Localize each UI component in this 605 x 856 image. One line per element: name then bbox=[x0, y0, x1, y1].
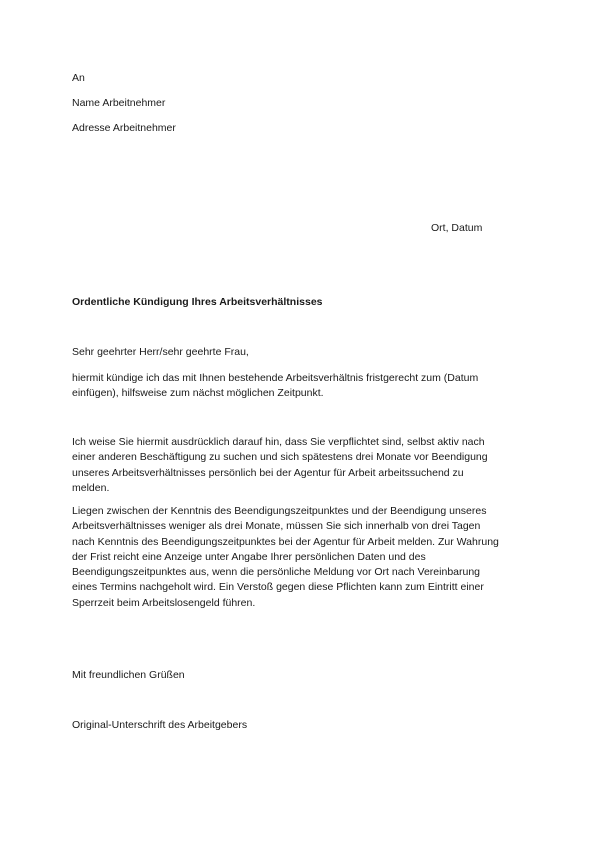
paragraph-deadline-notice bbox=[72, 504, 512, 611]
paragraph-line: unseres Arbeitsverhältnisses persönlich bei der Agentur für Arbeit arbeitssuchend zu bbox=[72, 466, 464, 479]
signature-line: Original-Unterschrift des Arbeitgebers bbox=[72, 719, 248, 731]
paragraph-line: hiermit kündige ich das mit Ihnen bestehende Arbeitsverhältnis fristgerecht zum (Datum bbox=[72, 372, 479, 384]
closing: Mit freundlichen Grüßen bbox=[72, 669, 185, 681]
paragraph-line: Ich weise Sie hiermit ausdrücklich darauf hin, dass Sie verpflichtet sind, selbst aktiv nach bbox=[72, 436, 485, 448]
paragraph-line: nach Kenntnis des Beendigungszeitpunktes bei der Agentur für Arbeit melden. Zur Wahrung bbox=[72, 535, 499, 548]
recipient-address: Adresse Arbeitnehmer bbox=[72, 122, 176, 134]
recipient-name: Name Arbeitnehmer bbox=[72, 97, 166, 109]
paragraph-line: einer anderen Beschäftigung zu suchen und sich spätestens drei Monate vor Beendigung bbox=[72, 451, 488, 464]
paragraph-termination bbox=[72, 371, 512, 402]
subject-line: Ordentliche Kündigung Ihres Arbeitsverhältnisses bbox=[72, 296, 323, 308]
place-date: Ort, Datum bbox=[431, 222, 483, 234]
paragraph-line: melden. bbox=[72, 481, 110, 494]
paragraph-line: eines Termins nachgeholt wird. Ein Verstoß gegen diese Pflichten kann zum Eintritt einer bbox=[72, 581, 484, 594]
paragraph-line: Beendigungszeitpunktes aus, wenn die persönliche Meldung vor Ort nach Vereinbarung bbox=[72, 566, 481, 579]
paragraph-job-search-notice bbox=[72, 435, 512, 496]
paragraph-line: einfügen), hilfsweise zum nächst möglichen Zeitpunkt. bbox=[72, 387, 324, 400]
paragraph-line: Liegen zwischen der Kenntnis des Beendigungszeitpunktes und der Beendigung unseres bbox=[72, 505, 487, 517]
salutation: Sehr geehrter Herr/sehr geehrte Frau, bbox=[72, 346, 249, 358]
paragraph-line: Arbeitsverhältnisses weniger als drei Monate, müssen Sie sich innerhalb von drei Tagen bbox=[72, 520, 481, 533]
paragraph-line: Sperrzeit beim Arbeitslosengeld führen. bbox=[72, 596, 256, 609]
recipient-to: An bbox=[72, 72, 85, 84]
paragraph-line: der Frist reicht eine Anzeige unter Angabe Ihrer persönlichen Daten und des bbox=[72, 550, 426, 563]
